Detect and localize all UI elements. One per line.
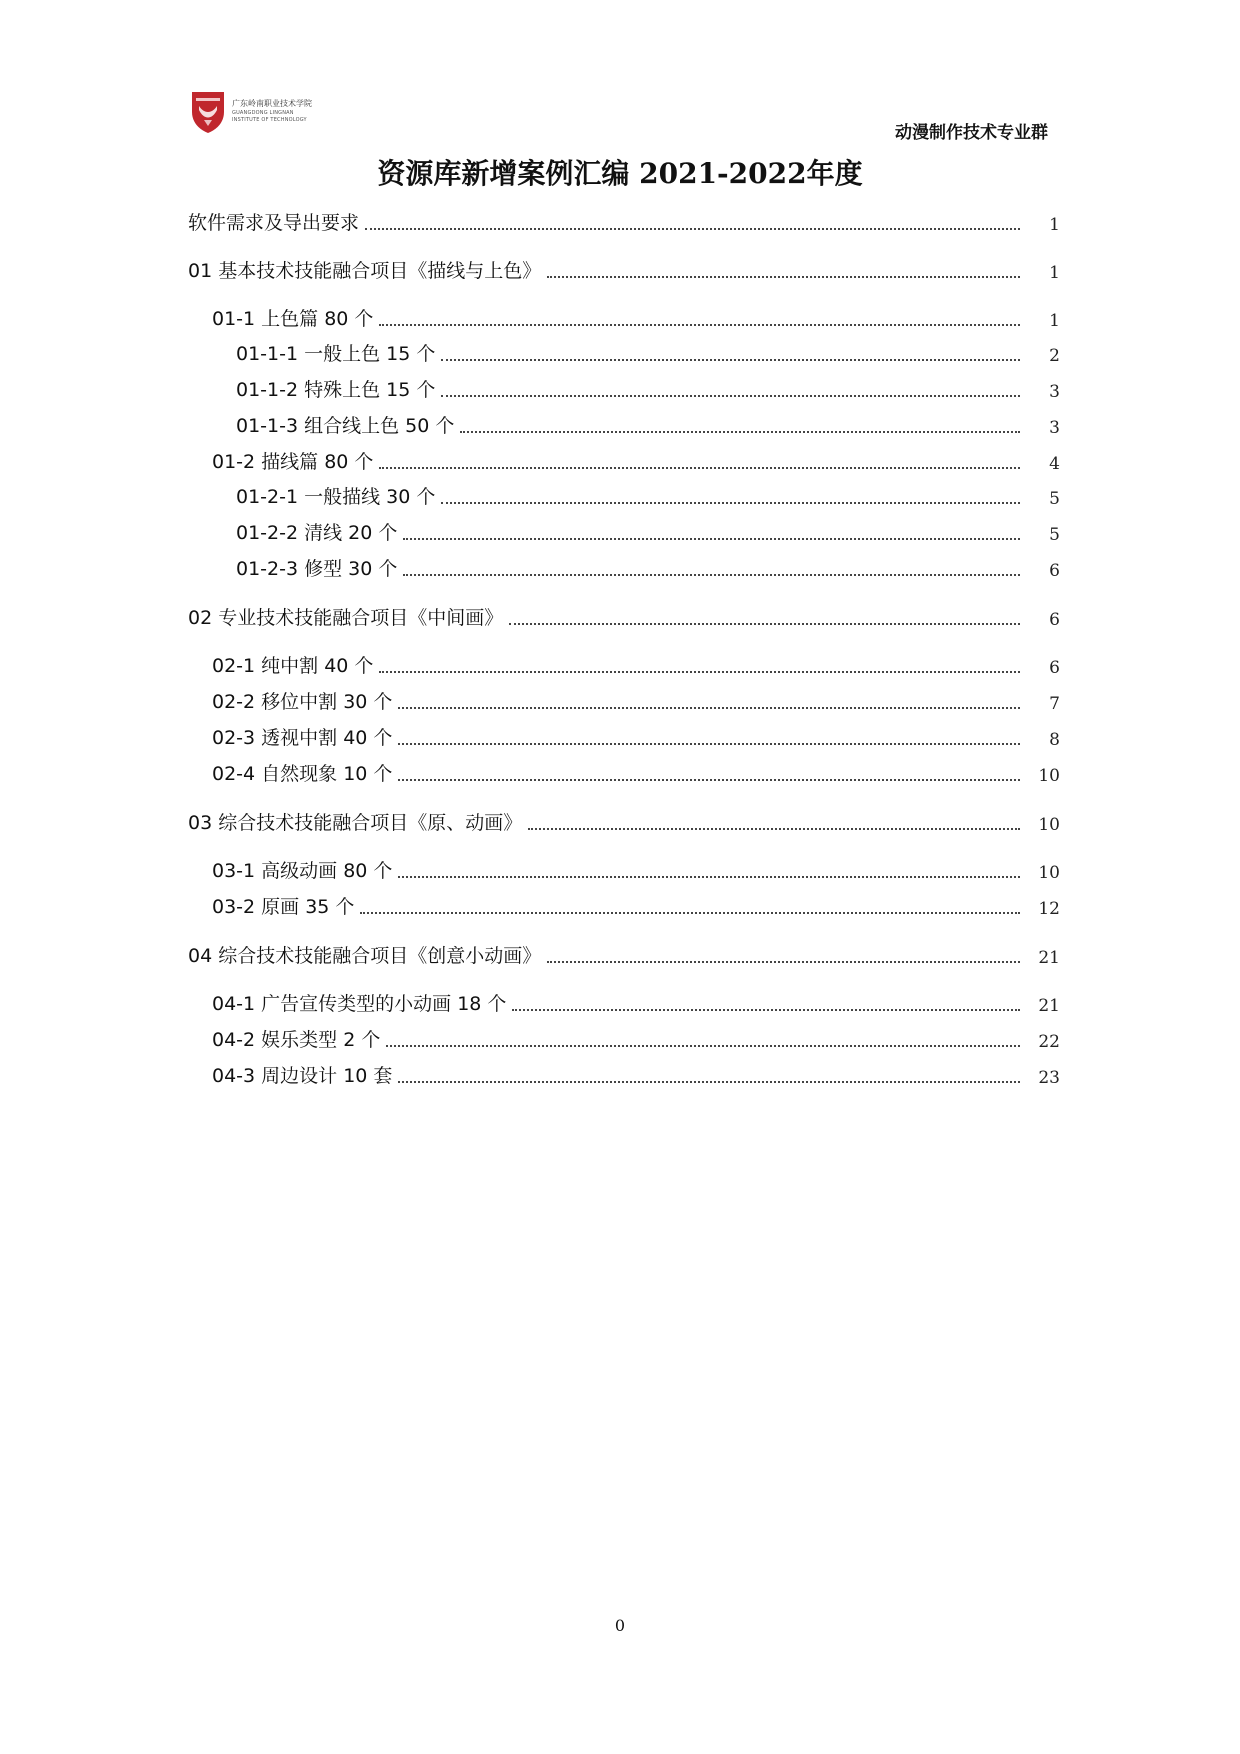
toc-entry[interactable] (212, 648, 1060, 678)
toc-entry-page: 4 (1049, 454, 1060, 474)
toc-dot-leader (379, 670, 1020, 673)
toc-dot-leader (379, 323, 1020, 326)
toc-dot-leader (398, 778, 1020, 781)
toc-entry-label: 04 综合技术技能融合项目《创意小动画》 (188, 945, 542, 967)
toc-dot-leader (512, 1008, 1020, 1011)
toc-dot-leader (547, 960, 1020, 963)
toc-entry-page: 5 (1049, 525, 1060, 545)
toc-entry-page: 21 (1038, 996, 1060, 1016)
toc-entry-page: 10 (1038, 815, 1060, 835)
logo-name-en-2: INSTITUTE OF TECHNOLOGY (232, 117, 307, 123)
document-title: 资源库新增案例汇编 2021-2022年度 (377, 157, 863, 190)
toc-dot-leader (403, 537, 1020, 540)
toc-dot-leader (441, 358, 1020, 361)
toc-entry[interactable] (212, 301, 1060, 331)
toc-entry[interactable] (188, 600, 1060, 630)
logo-name-en-1: GUANGDONG LINGNAN (232, 110, 294, 116)
toc-dot-leader (379, 466, 1020, 469)
toc-entry[interactable] (212, 720, 1060, 750)
toc-entry[interactable] (212, 1058, 1060, 1088)
toc-entry-page: 3 (1049, 382, 1060, 402)
toc-dot-leader (547, 275, 1020, 278)
toc-dot-leader (460, 430, 1020, 433)
toc-entry[interactable] (212, 986, 1060, 1016)
toc-entry-label: 软件需求及导出要求 (188, 212, 360, 234)
toc-entry-label: 01-1-1 一般上色 15 个 (236, 343, 436, 365)
toc-entry-page: 3 (1049, 418, 1060, 438)
toc-entry-label: 04-2 娱乐类型 2 个 (212, 1029, 381, 1051)
toc-entry-label: 02-1 纯中割 40 个 (212, 655, 374, 677)
toc-entry[interactable] (212, 756, 1060, 786)
toc-entry-label: 01-1 上色篇 80 个 (212, 308, 374, 330)
toc-dot-leader (403, 573, 1020, 576)
toc-entry-page: 6 (1049, 658, 1060, 678)
toc-entry-label: 03 综合技术技能融合项目《原、动画》 (188, 812, 523, 834)
toc-entry-label: 01-2 描线篇 80 个 (212, 451, 374, 473)
toc-entry-label: 01-1-2 特殊上色 15 个 (236, 379, 436, 401)
toc-dot-leader (398, 1080, 1020, 1083)
logo-name-cn: 广东岭南职业技术学院 (232, 99, 312, 108)
toc-entry-page: 7 (1049, 694, 1060, 714)
toc-entry-page: 6 (1049, 561, 1060, 581)
toc-entry-label: 04-3 周边设计 10 套 (212, 1065, 393, 1087)
toc-entry-label: 02 专业技术技能融合项目《中间画》 (188, 607, 504, 629)
toc-entry-label: 02-2 移位中割 30 个 (212, 691, 393, 713)
toc-entry-label: 03-2 原画 35 个 (212, 896, 355, 918)
toc-entry-label: 04-1 广告宣传类型的小动画 18 个 (212, 993, 507, 1015)
toc-entry[interactable] (212, 444, 1060, 474)
toc-entry-label: 01-2-2 清线 20 个 (236, 522, 398, 544)
toc-entry-page: 12 (1038, 899, 1060, 919)
toc-dot-leader (360, 911, 1020, 914)
toc-entry-page: 8 (1049, 730, 1060, 750)
toc-entry-page: 5 (1049, 489, 1060, 509)
toc-dot-leader (365, 227, 1020, 230)
toc-entry-page: 1 (1049, 215, 1060, 235)
toc-entry[interactable] (188, 253, 1060, 283)
toc-entry-page: 10 (1038, 766, 1060, 786)
toc-entry-page: 22 (1038, 1032, 1060, 1052)
toc-entry[interactable] (212, 684, 1060, 714)
toc-entry-page: 23 (1038, 1068, 1060, 1088)
toc-dot-leader (509, 622, 1020, 625)
toc-entry-label: 01 基本技术技能融合项目《描线与上色》 (188, 260, 542, 282)
toc-dot-leader (398, 875, 1020, 878)
institution-logo (190, 90, 340, 138)
toc-entry[interactable] (212, 1022, 1060, 1052)
toc-entry-label: 01-1-3 组合线上色 50 个 (236, 415, 455, 437)
toc-dot-leader (441, 394, 1020, 397)
toc-entry-label: 03-1 高级动画 80 个 (212, 860, 393, 882)
toc-dot-leader (386, 1044, 1020, 1047)
toc-entry[interactable] (236, 551, 1060, 581)
toc-entry-label: 01-2-1 一般描线 30 个 (236, 486, 436, 508)
toc-entry[interactable] (188, 805, 1060, 835)
toc-entry[interactable] (236, 372, 1060, 402)
footer-page-number: 0 (614, 1616, 626, 1635)
toc-entry-page: 1 (1049, 311, 1060, 331)
toc-entry-page: 1 (1049, 263, 1060, 283)
toc-entry[interactable] (236, 336, 1060, 366)
toc-entry[interactable] (212, 853, 1060, 883)
toc-entry-label: 02-3 透视中割 40 个 (212, 727, 393, 749)
header-department: 动漫制作技术专业群 (895, 123, 1048, 143)
toc-entry[interactable] (188, 938, 1060, 968)
toc-entry-page: 2 (1049, 346, 1060, 366)
toc-entry-page: 21 (1038, 948, 1060, 968)
toc-entry-page: 10 (1038, 863, 1060, 883)
toc-entry[interactable] (236, 408, 1060, 438)
toc-entry[interactable] (236, 515, 1060, 545)
toc-dot-leader (528, 827, 1020, 830)
toc-entry-page: 6 (1049, 610, 1060, 630)
toc-entry[interactable] (212, 889, 1060, 919)
toc-entry-label: 01-2-3 修型 30 个 (236, 558, 398, 580)
toc-dot-leader (398, 742, 1020, 745)
toc-dot-leader (398, 706, 1020, 709)
toc-dot-leader (441, 501, 1020, 504)
toc-entry[interactable] (188, 205, 1060, 235)
shield-emblem-icon (190, 90, 226, 134)
toc-entry-label: 02-4 自然现象 10 个 (212, 763, 393, 785)
toc-entry[interactable] (236, 479, 1060, 509)
